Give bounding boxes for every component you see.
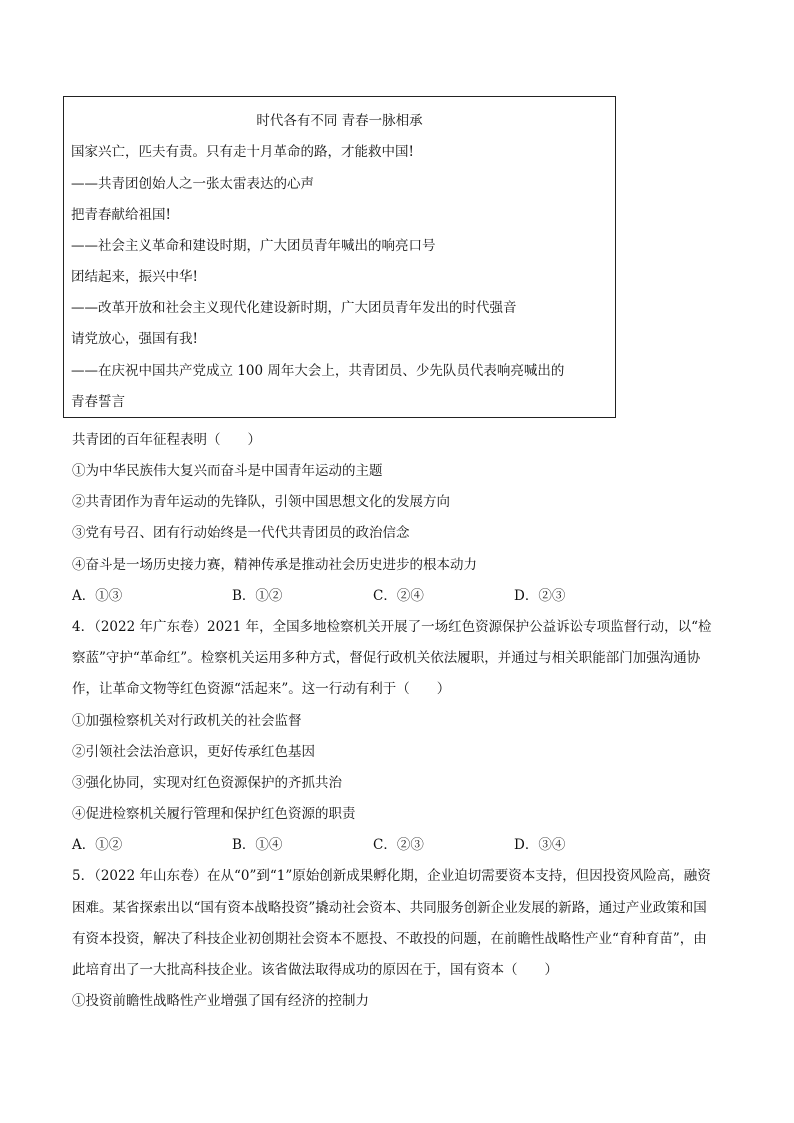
option-d[interactable]: D．③④ (514, 837, 566, 853)
statement-item: ②共青团作为青年运动的先锋队，引领中国思想文化的发展方向 (72, 494, 450, 510)
statement-item: ①为中华民族伟大复兴而奋斗是中国青年运动的主题 (72, 463, 383, 479)
option-b[interactable]: B．①④ (232, 837, 283, 853)
statement-item: ③党有号召、团有行动始终是一代代共青团员的政治信念 (72, 525, 410, 541)
option-b[interactable]: B．①② (232, 588, 283, 604)
question-stem: 察蓝”守护“革命红”。检察机关运用多种方式，督促行政机关依法履职，并通过与相关职能部门加强沟通协 (72, 650, 701, 666)
statement-item: ③强化协同，实现对红色资源保护的齐抓共治 (72, 775, 342, 791)
quote-box (63, 96, 616, 418)
quote-line: ——在庆祝中国共产党成立 100 周年大会上，共青团员、少先队员代表响亮喊出的 (71, 363, 565, 379)
quote-line: ——共青团创始人之一张太雷表达的心声 (71, 176, 314, 192)
option-c[interactable]: C．②③ (373, 837, 424, 853)
quote-line: ——社会主义革命和建设时期，广大团员青年喊出的响亮口号 (71, 238, 436, 254)
option-c[interactable]: C．②④ (373, 588, 424, 604)
statement-item: ④奋斗是一场历史接力赛，精神传承是推动社会历史进步的根本动力 (72, 557, 477, 573)
question-stem: 5．（2022 年山东卷）在从“0”到“1”原始创新成果孵化期，企业迫切需要资本支持，但因投资风险高，融资 (72, 868, 711, 884)
quote-line: 青春誓言 (71, 394, 125, 410)
quote-line: 把青春献给祖国! (71, 207, 171, 223)
option-d[interactable]: D．②③ (514, 588, 566, 604)
question-stem: 4．（2022 年广东卷）2021 年，全国多地检察机关开展了一场红色资源保护公益诉讼专项监督行动，以“检 (72, 619, 712, 635)
quote-line: 团结起来，振兴中华! (71, 269, 198, 285)
statement-item: ④促进检察机关履行管理和保护红色资源的职责 (72, 806, 356, 822)
statement-item: ②引领社会法治意识，更好传承红色基因 (72, 744, 315, 760)
question-stem: 此培育出了一大批高科技企业。该省做法取得成功的原因在于，国有资本（ ） (72, 962, 558, 978)
question-stem: 有资本投资，解决了科技企业初创期社会资本不愿投、不敢投的问题，在前瞻性战略性产业“育种育苗”，由 (72, 931, 707, 947)
statement-item: ①投资前瞻性战略性产业增强了国有经济的控制力 (72, 993, 369, 1009)
option-a[interactable]: A．①③ (72, 588, 123, 604)
quote-line: 请党放心，强国有我! (71, 331, 198, 347)
question-stem: 作，让革命文物等红色资源“活起来”。这一行动有利于（ ） (72, 681, 451, 697)
question-stem: 困难。某省探索出以“国有资本战略投资”撬动社会资本、共同服务创新企业发展的新路，通过产业政策和国 (72, 900, 707, 916)
question-stem: 共青团的百年征程表明（ ） (72, 432, 261, 448)
statement-item: ①加强检察机关对行政机关的社会监督 (72, 713, 302, 729)
quote-line: 国家兴亡，匹夫有责。只有走十月革命的路，才能救中国! (71, 144, 414, 160)
quote-box-title: 时代各有不同 青春一脉相承 (256, 113, 423, 129)
option-a[interactable]: A．①② (72, 837, 123, 853)
quote-line: ——改革开放和社会主义现代化建设新时期，广大团员青年发出的时代强音 (71, 300, 517, 316)
